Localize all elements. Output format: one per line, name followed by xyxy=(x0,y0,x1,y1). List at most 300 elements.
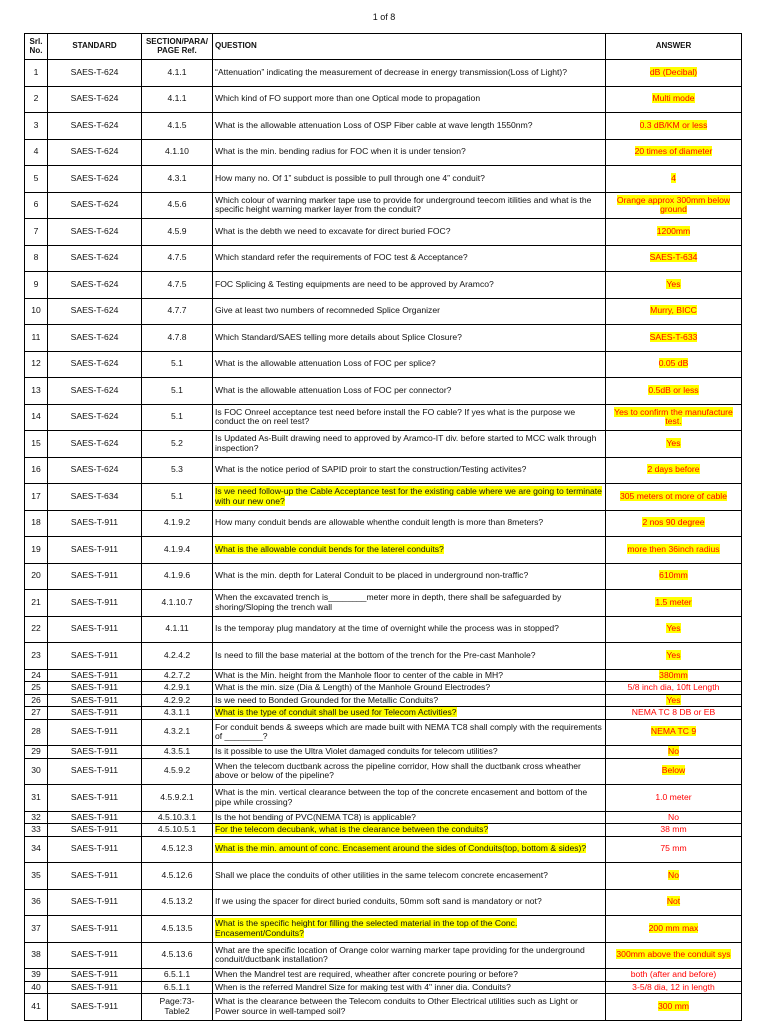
row-standard-cell xyxy=(48,510,142,537)
row-section-cell xyxy=(142,836,213,863)
row-answer-cell xyxy=(606,981,742,994)
row-question-cell xyxy=(213,60,606,87)
row-answer: 1.0 meter xyxy=(655,791,692,802)
row-answer: No xyxy=(668,811,679,822)
header-section-label: SECTION/PARA/ PAGE Ref. xyxy=(145,36,209,55)
row-question: What is the Min. height from the Manhole floor to center of the cable in MH? xyxy=(215,669,504,680)
table-row xyxy=(25,694,742,707)
row-answer: 200 mm max xyxy=(648,922,699,933)
row-number-cell xyxy=(25,616,48,643)
table-row xyxy=(25,616,742,643)
table-row xyxy=(25,682,742,695)
row-question-cell xyxy=(213,863,606,890)
row-standard-cell xyxy=(48,590,142,617)
row-number-cell xyxy=(25,758,48,785)
row-number: 41 xyxy=(31,1000,41,1011)
row-number-cell xyxy=(25,969,48,982)
row-number-cell xyxy=(25,113,48,140)
row-standard-cell xyxy=(48,298,142,325)
row-answer-cell xyxy=(606,245,742,272)
table-row xyxy=(25,298,742,325)
row-number-cell xyxy=(25,378,48,405)
row-standard-cell xyxy=(48,719,142,746)
row-standard-cell xyxy=(48,113,142,140)
row-standard-cell xyxy=(48,457,142,484)
row-section: 4.5.13.2 xyxy=(161,896,193,907)
row-number-cell xyxy=(25,981,48,994)
row-section: 4.1.10.7 xyxy=(161,596,193,607)
row-answer: 0.3 dB/KM or less xyxy=(639,119,708,130)
header-row xyxy=(25,34,742,60)
row-answer-cell xyxy=(606,484,742,511)
row-answer: Below xyxy=(661,765,686,776)
row-section-cell xyxy=(142,60,213,87)
row-section-cell xyxy=(142,682,213,695)
row-answer: No xyxy=(668,746,679,757)
row-standard: SAES-T-624 xyxy=(70,331,119,342)
row-question: If we using the spacer for direct buried conduits, 50mm soft sand is mandatory or not? xyxy=(215,896,542,907)
row-question: What is the min. depth for Lateral Conduit to be placed in underground non-traffic? xyxy=(215,570,529,581)
row-standard: SAES-T-624 xyxy=(70,199,119,210)
row-question-cell xyxy=(213,537,606,564)
table-row xyxy=(25,916,742,943)
row-answer: SAES-T-634 xyxy=(649,252,698,263)
row-section-cell xyxy=(142,378,213,405)
row-section: 4.5.10.3.1 xyxy=(157,811,197,822)
row-section-cell xyxy=(142,298,213,325)
row-section: 4.3.5.1 xyxy=(163,746,191,757)
row-question-cell xyxy=(213,616,606,643)
table-row xyxy=(25,537,742,564)
table-body xyxy=(25,60,742,1021)
row-question-cell xyxy=(213,643,606,670)
row-section: 5.1 xyxy=(171,490,183,501)
row-answer-cell xyxy=(606,746,742,759)
row-standard-cell xyxy=(48,60,142,87)
row-standard: SAES-T-911 xyxy=(70,922,119,933)
row-question: Is we need follow-up the Cable Acceptance test for the existing cable where we are going to terminate with our new one? xyxy=(215,486,602,506)
row-standard: SAES-T-911 xyxy=(70,570,119,581)
row-number-cell xyxy=(25,785,48,812)
row-number-cell xyxy=(25,590,48,617)
row-section: 4.2.9.2 xyxy=(163,694,191,705)
row-standard: SAES-T-624 xyxy=(70,172,119,183)
row-question: What is the specific height for filling the selected material in the top of the Conc. Encasement/Conduits? xyxy=(215,918,518,938)
row-number: 34 xyxy=(31,843,41,854)
row-question: When is the referred Mandrel Size for making test with 4" inner dia. Conduits? xyxy=(215,981,511,992)
row-question: Is need to fill the base material at the bottom of the trench for the Pre-cast Manhole? xyxy=(215,649,536,660)
row-section-cell xyxy=(142,590,213,617)
row-question-cell xyxy=(213,351,606,378)
row-answer: 300 mm xyxy=(657,1000,690,1011)
row-number-cell xyxy=(25,325,48,352)
row-section-cell xyxy=(142,563,213,590)
row-standard-cell xyxy=(48,942,142,969)
table-row xyxy=(25,824,742,837)
row-section: 4.5.10.5.1 xyxy=(157,824,197,835)
table-row xyxy=(25,811,742,824)
row-question: Is the hot bending of PVC(NEMA TC8) is applicable? xyxy=(215,811,416,822)
row-question-cell xyxy=(213,811,606,824)
row-answer: 38 mm xyxy=(660,824,687,835)
row-answer-cell xyxy=(606,811,742,824)
row-section-cell xyxy=(142,245,213,272)
row-answer-cell xyxy=(606,824,742,837)
row-standard: SAES-T-911 xyxy=(70,843,119,854)
row-question-cell xyxy=(213,694,606,707)
row-number: 39 xyxy=(31,969,41,980)
row-question: Shall we place the conduits of other utilities in the same telecom concrete encasement? xyxy=(215,869,548,880)
row-answer: Not xyxy=(666,896,681,907)
row-section: 4.5.6 xyxy=(167,199,187,210)
row-standard: SAES-T-911 xyxy=(70,669,119,680)
row-number: 17 xyxy=(31,490,41,501)
row-section: 5.2 xyxy=(171,437,183,448)
row-answer: Multi mode xyxy=(652,93,695,104)
row-standard-cell xyxy=(48,245,142,272)
row-answer-cell xyxy=(606,86,742,113)
table-row xyxy=(25,942,742,969)
table-row xyxy=(25,192,742,219)
row-standard: SAES-T-911 xyxy=(70,896,119,907)
row-answer: Murry, BICC xyxy=(650,305,697,316)
row-section-cell xyxy=(142,889,213,916)
row-section: 4.3.1.1 xyxy=(163,707,191,718)
row-number: 5 xyxy=(33,172,39,183)
row-question: Is we need to Bonded Grounded for the Metallic Conduits? xyxy=(215,694,439,705)
table-row xyxy=(25,404,742,431)
table-row xyxy=(25,325,742,352)
row-number: 21 xyxy=(31,596,41,607)
row-question: Is Updated As-Built drawing need to approved by Aramco-IT div. before started to MCC walk through inspection? xyxy=(215,433,597,453)
row-question: How many conduit bends are allowable whenthe conduit length is more than 8meters? xyxy=(215,517,544,528)
row-section: 4.5.13.6 xyxy=(161,949,193,960)
row-standard-cell xyxy=(48,86,142,113)
table-row xyxy=(25,758,742,785)
row-question: Give at least two numbers of recomneded Splice Organizer xyxy=(215,305,440,316)
row-standard: SAES-T-624 xyxy=(70,411,119,422)
row-number: 18 xyxy=(31,517,41,528)
row-number-cell xyxy=(25,942,48,969)
row-answer-cell xyxy=(606,669,742,682)
table-row xyxy=(25,510,742,537)
row-section-cell xyxy=(142,994,213,1021)
row-answer: 1200mm xyxy=(656,225,691,236)
row-question: Is FOC Onreel acceptance test need before install the FO cable? If yes what is the purpose we conduct the on reel test? xyxy=(215,406,576,427)
row-question-cell xyxy=(213,994,606,1021)
row-question-cell xyxy=(213,682,606,695)
row-number: 7 xyxy=(33,225,39,236)
row-question: How many no. Of 1” subduct is possible to pull through one 4” conduit? xyxy=(215,172,485,183)
row-question-cell xyxy=(213,969,606,982)
row-standard: SAES-T-911 xyxy=(70,623,119,634)
row-standard-cell xyxy=(48,378,142,405)
row-section: Page:73- Table2 xyxy=(159,996,195,1016)
row-standard: SAES-T-624 xyxy=(70,305,119,316)
row-question-cell xyxy=(213,166,606,193)
row-standard: SAES-T-911 xyxy=(70,694,119,705)
row-number-cell xyxy=(25,86,48,113)
row-question-cell xyxy=(213,510,606,537)
row-number: 15 xyxy=(31,437,41,448)
row-standard-cell xyxy=(48,484,142,511)
row-standard-cell xyxy=(48,166,142,193)
row-question: What is the allowable conduit bends for the laterel conduits? xyxy=(215,543,444,554)
row-answer-cell xyxy=(606,682,742,695)
row-number-cell xyxy=(25,994,48,1021)
row-section: 4.5.9 xyxy=(167,225,187,236)
row-answer-cell xyxy=(606,192,742,219)
table-row xyxy=(25,981,742,994)
table-row xyxy=(25,669,742,682)
row-answer-cell xyxy=(606,378,742,405)
row-answer-cell xyxy=(606,351,742,378)
row-section: 5.1 xyxy=(171,358,183,369)
row-answer-cell xyxy=(606,836,742,863)
table-row xyxy=(25,431,742,458)
row-number: 11 xyxy=(31,331,41,342)
row-question: Which kind of FO support more than one Optical mode to propagation xyxy=(215,93,481,104)
row-answer-cell xyxy=(606,969,742,982)
row-section-cell xyxy=(142,942,213,969)
row-section: 4.2.7.2 xyxy=(163,669,191,680)
table-row xyxy=(25,994,742,1021)
row-standard: SAES-T-911 xyxy=(70,765,119,776)
row-question-cell xyxy=(213,563,606,590)
row-standard: SAES-T-911 xyxy=(70,981,119,992)
row-standard: SAES-T-911 xyxy=(70,682,119,693)
row-question: Which standard refer the requirements of FOC test & Acceptance? xyxy=(215,252,468,263)
row-section-cell xyxy=(142,457,213,484)
row-standard: SAES-T-624 xyxy=(70,358,119,369)
row-section-cell xyxy=(142,916,213,943)
row-standard: SAES-T-624 xyxy=(70,252,119,263)
row-answer: 0.05 dB xyxy=(658,358,689,369)
row-answer: 5/8 inch dia, 10ft Length xyxy=(627,682,720,693)
row-standard-cell xyxy=(48,889,142,916)
header-srl xyxy=(25,34,48,60)
row-question: Which Standard/SAES telling more details about Splice Closure? xyxy=(215,331,462,342)
row-answer: dB (Decibal) xyxy=(649,66,698,77)
row-number: 13 xyxy=(31,384,41,395)
row-standard: SAES-T-911 xyxy=(70,707,119,718)
row-standard-cell xyxy=(48,192,142,219)
row-number: 26 xyxy=(31,694,41,705)
row-number-cell xyxy=(25,431,48,458)
row-number-cell xyxy=(25,192,48,219)
row-section: 4.1.1 xyxy=(167,93,187,104)
row-standard-cell xyxy=(48,785,142,812)
row-standard: SAES-T-634 xyxy=(70,490,119,501)
row-question-cell xyxy=(213,981,606,994)
row-question: What is the allowable attenuation Loss of FOC per connector? xyxy=(215,384,452,395)
row-standard-cell xyxy=(48,863,142,890)
row-answer-cell xyxy=(606,139,742,166)
row-section: 4.1.11 xyxy=(165,623,189,634)
row-answer: 3-5/8 dia, 12 in length xyxy=(632,981,715,992)
row-question: What is the min. amount of conc. Encasement around the sides of Conduits(top, bottom & sides)? xyxy=(215,843,587,854)
row-standard-cell xyxy=(48,404,142,431)
row-section-cell xyxy=(142,616,213,643)
row-standard: SAES-T-911 xyxy=(70,596,119,607)
row-question: For conduit bends & sweeps which are made built with NEMA TC8 shall comply with the requirements of ________? xyxy=(215,721,602,742)
row-standard-cell xyxy=(48,694,142,707)
row-section-cell xyxy=(142,537,213,564)
row-standard-cell xyxy=(48,824,142,837)
row-answer-cell xyxy=(606,643,742,670)
row-section-cell xyxy=(142,510,213,537)
table-row xyxy=(25,86,742,113)
row-answer-cell xyxy=(606,719,742,746)
table-row xyxy=(25,166,742,193)
row-number: 35 xyxy=(31,869,41,880)
row-question-cell xyxy=(213,484,606,511)
row-question-cell xyxy=(213,889,606,916)
row-number-cell xyxy=(25,669,48,682)
header-standard: STANDARD xyxy=(48,34,142,60)
row-section-cell xyxy=(142,758,213,785)
row-number-cell xyxy=(25,457,48,484)
row-section-cell xyxy=(142,351,213,378)
row-section: 4.2.4.2 xyxy=(163,649,191,660)
row-question-cell xyxy=(213,86,606,113)
row-standard-cell xyxy=(48,563,142,590)
row-question: When the Mandrel test are required, wheather after concrete pouring or before? xyxy=(215,969,518,980)
row-answer-cell xyxy=(606,457,742,484)
table-row xyxy=(25,245,742,272)
row-number: 28 xyxy=(31,726,41,737)
row-question-cell xyxy=(213,139,606,166)
row-question: What is the notice period of SAPID proir to start the construction/Testing activites? xyxy=(215,464,527,475)
row-answer-cell xyxy=(606,219,742,246)
row-question-cell xyxy=(213,378,606,405)
row-section: 5.1 xyxy=(171,384,183,395)
row-question: For the telecom decubank, what is the clearance between the conduits? xyxy=(215,824,489,835)
row-standard-cell xyxy=(48,746,142,759)
row-question-cell xyxy=(213,669,606,682)
row-question-cell xyxy=(213,836,606,863)
row-answer-cell xyxy=(606,916,742,943)
row-number-cell xyxy=(25,694,48,707)
row-question-cell xyxy=(213,298,606,325)
row-answer-cell xyxy=(606,60,742,87)
row-answer: 4 xyxy=(671,172,676,183)
page-indicator: 1 of 8 xyxy=(372,12,396,22)
row-answer: Yes to confirm the manufacture test. xyxy=(614,406,733,427)
row-section-cell xyxy=(142,694,213,707)
row-section-cell xyxy=(142,981,213,994)
row-question: “Attenuation” indicating the measurement of decrease in energy transmission(Loss of Light)? xyxy=(215,66,568,77)
row-answer-cell xyxy=(606,510,742,537)
row-answer-cell xyxy=(606,942,742,969)
row-question-cell xyxy=(213,457,606,484)
row-number: 23 xyxy=(31,649,41,660)
row-section: 4.1.9.4 xyxy=(163,543,191,554)
row-question-cell xyxy=(213,785,606,812)
row-standard: SAES-T-911 xyxy=(70,1000,119,1011)
row-section-cell xyxy=(142,719,213,746)
row-answer: Yes xyxy=(666,623,681,634)
row-number: 36 xyxy=(31,896,41,907)
row-answer-cell xyxy=(606,113,742,140)
row-section-cell xyxy=(142,325,213,352)
row-number: 31 xyxy=(31,791,41,802)
row-section-cell xyxy=(142,669,213,682)
row-section: 4.7.7 xyxy=(167,305,187,316)
table-row xyxy=(25,746,742,759)
row-number-cell xyxy=(25,811,48,824)
row-question-cell xyxy=(213,758,606,785)
row-answer: more then 36inch radius xyxy=(627,543,720,554)
row-standard-cell xyxy=(48,431,142,458)
row-answer: 20 times of diameter xyxy=(634,146,713,157)
row-section: 4.1.1 xyxy=(167,66,187,77)
table-row xyxy=(25,60,742,87)
row-question: What is the allowable attenuation Loss of OSP Fiber cable at wave length 1550nm? xyxy=(215,119,533,130)
row-answer: 300mm above the conduit sys xyxy=(616,949,731,960)
row-section-cell xyxy=(142,139,213,166)
table-row xyxy=(25,139,742,166)
row-number: 32 xyxy=(31,811,41,822)
row-number: 16 xyxy=(31,464,41,475)
row-number: 33 xyxy=(31,824,41,835)
row-answer-cell xyxy=(606,563,742,590)
row-standard: SAES-T-911 xyxy=(70,969,119,980)
row-number-cell xyxy=(25,351,48,378)
row-standard: SAES-T-911 xyxy=(70,726,119,737)
row-section: 4.2.9.1 xyxy=(163,682,191,693)
row-answer-cell xyxy=(606,994,742,1021)
row-section: 4.7.8 xyxy=(167,331,187,342)
row-section-cell xyxy=(142,86,213,113)
row-number-cell xyxy=(25,836,48,863)
row-question: Is it possible to use the Ultra Violet damaged conduits for telecom utilities? xyxy=(215,746,498,757)
row-section: 4.1.5 xyxy=(167,119,187,130)
row-section-cell xyxy=(142,746,213,759)
row-question-cell xyxy=(213,590,606,617)
row-number: 4 xyxy=(33,146,39,157)
row-question-cell xyxy=(213,719,606,746)
row-section-cell xyxy=(142,969,213,982)
row-section-cell xyxy=(142,166,213,193)
row-answer-cell xyxy=(606,694,742,707)
header-srl-label: Srl. No. xyxy=(29,36,43,55)
row-question-cell xyxy=(213,431,606,458)
row-number: 9 xyxy=(33,278,39,289)
row-answer-cell xyxy=(606,889,742,916)
row-section: 4.3.1 xyxy=(167,172,187,183)
row-number: 20 xyxy=(31,570,41,581)
row-answer: NEMA TC 9 xyxy=(650,726,697,737)
row-section-cell xyxy=(142,192,213,219)
table-row xyxy=(25,836,742,863)
row-section: 4.1.10 xyxy=(165,146,189,157)
row-number-cell xyxy=(25,719,48,746)
row-section: 4.1.9.6 xyxy=(163,570,191,581)
row-number-cell xyxy=(25,863,48,890)
row-number-cell xyxy=(25,916,48,943)
row-answer: 75 mm xyxy=(660,843,687,854)
row-question-cell xyxy=(213,245,606,272)
header-section xyxy=(142,34,213,60)
row-answer-cell xyxy=(606,758,742,785)
row-section-cell xyxy=(142,113,213,140)
row-number: 2 xyxy=(33,93,39,104)
row-section: 4.7.5 xyxy=(167,278,187,289)
row-standard: SAES-T-624 xyxy=(70,225,119,236)
row-standard: SAES-T-624 xyxy=(70,464,119,475)
row-number: 19 xyxy=(31,543,41,554)
